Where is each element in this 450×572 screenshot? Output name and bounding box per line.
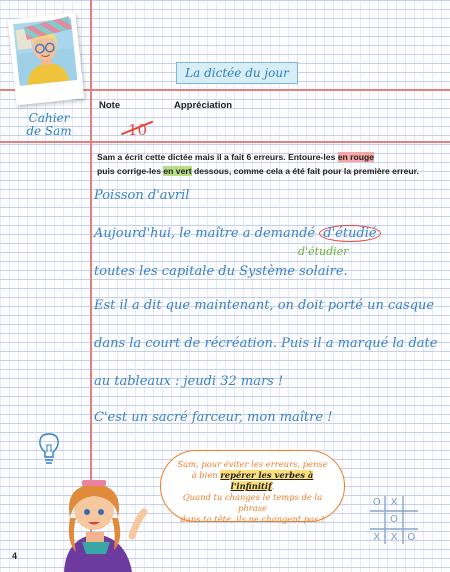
instructions-text-1: Sam a écrit cette dictée mais il a fait 6 erreurs. Entoure-les [97,152,338,162]
dictation-text: Aujourd'hui, le maître a demandé [94,226,320,241]
note-label: Note [99,100,121,111]
bubble-line-4: dans ta tête, ils ne changent pas ! [180,514,325,524]
tic-tac-toe-grid [368,494,420,546]
tic-tac-toe-cell: X [390,497,398,509]
dictation-line: Poisson d'avril [94,188,190,203]
tic-tac-toe-cell: O [407,531,416,543]
tic-tac-toe-cell [368,511,385,528]
dictation-line: au tableaux : jeudi 32 mars ! [94,374,284,389]
cahier-line-2: de Sam [26,124,72,138]
circled-error: d'étudié [319,225,380,242]
bubble-line-1: Sam, pour éviter les erreurs, pense [177,459,328,469]
instructions-text-2: puis corrige-les [97,166,164,176]
bubble-text: à bien [191,470,221,480]
bubble-text: . [271,481,275,491]
cahier-line-1: Cahier [28,111,70,125]
dictation-line: C'est un sacré farceur, mon maître ! [94,410,333,425]
instructions-green: en vert [163,166,192,176]
instructions-red: en rouge [337,152,375,162]
girl-character [46,462,156,572]
bubble-line-3: Quand tu changes le temps de la phrase [182,492,323,513]
appreciation-label: Appréciation [174,100,233,111]
tic-tac-toe-cell: X [390,531,398,543]
bubble-highlight: repérer les verbes à l'infinitif [220,470,314,491]
cahier-label [14,112,84,138]
instructions [97,150,427,178]
dictation-line [94,226,381,241]
tic-tac-toe-cell: O [372,497,381,509]
dictation-line: dans la court de récréation. Puis il a marqué la date [94,336,438,351]
tic-tac-toe-cell: O [390,514,398,526]
tic-tac-toe-cell [403,494,420,511]
advice-bubble [160,450,345,522]
dictation-line: toutes les capitale du Système solaire. [94,264,348,279]
instructions-text-3: dessous, comme cela a été fait pour la première erreur. [191,166,419,176]
tic-tac-toe-cell: X [373,531,381,543]
tic-tac-toe-cell [403,511,420,528]
header-line-bottom [0,141,450,143]
page-title: La dictée du jour [185,66,289,80]
page-number: 4 [12,551,18,561]
grade-value: 10 [128,121,148,139]
correction: d'étudier [298,245,349,258]
sam-photo [8,13,85,106]
dictation-title-box [176,62,298,84]
dictation-line: Est il a dit que maintenant, on doit porté un casque [94,298,435,313]
bubble-line-2 [175,470,330,492]
